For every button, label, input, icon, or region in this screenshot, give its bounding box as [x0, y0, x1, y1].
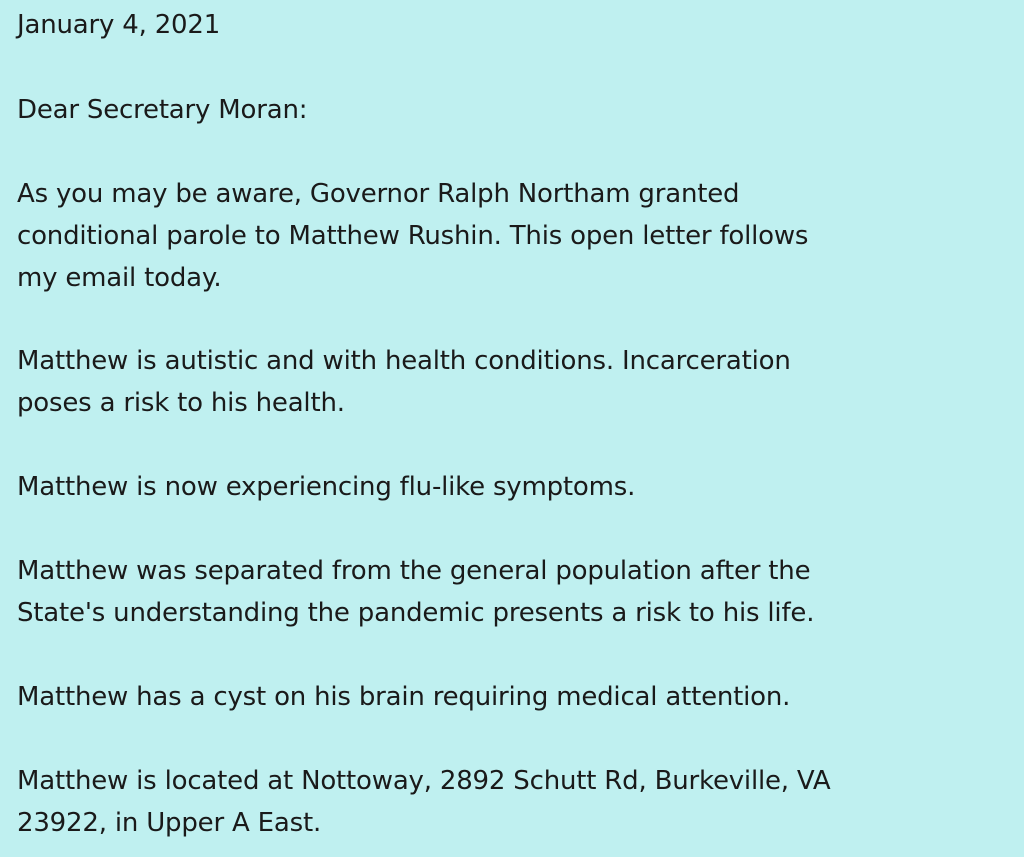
- paragraph-line: State's understanding the pandemic presents a risk to his life.: [17, 598, 815, 628]
- paragraph-line: Matthew has a cyst on his brain requiring medical attention.: [17, 682, 791, 712]
- paragraph-line: Matthew is located at Nottoway, 2892 Schutt Rd, Burkeville, VA: [17, 766, 831, 796]
- letter-date: January 4, 2021: [17, 10, 221, 40]
- paragraph-line: my email today.: [17, 263, 222, 293]
- letter-salutation: Dear Secretary Moran:: [17, 95, 308, 125]
- paragraph-line: poses a risk to his health.: [17, 388, 345, 418]
- paragraph-line: Matthew is autistic and with health conditions. Incarceration: [17, 346, 791, 376]
- paragraph-line: Matthew was separated from the general population after the: [17, 556, 811, 586]
- paragraph-line: As you may be aware, Governor Ralph Northam granted: [17, 179, 740, 209]
- paragraph-line: 23922, in Upper A East.: [17, 808, 322, 838]
- paragraph-line: Matthew is now experiencing flu-like symptoms.: [17, 472, 636, 502]
- paragraph-line: conditional parole to Matthew Rushin. This open letter follows: [17, 221, 809, 251]
